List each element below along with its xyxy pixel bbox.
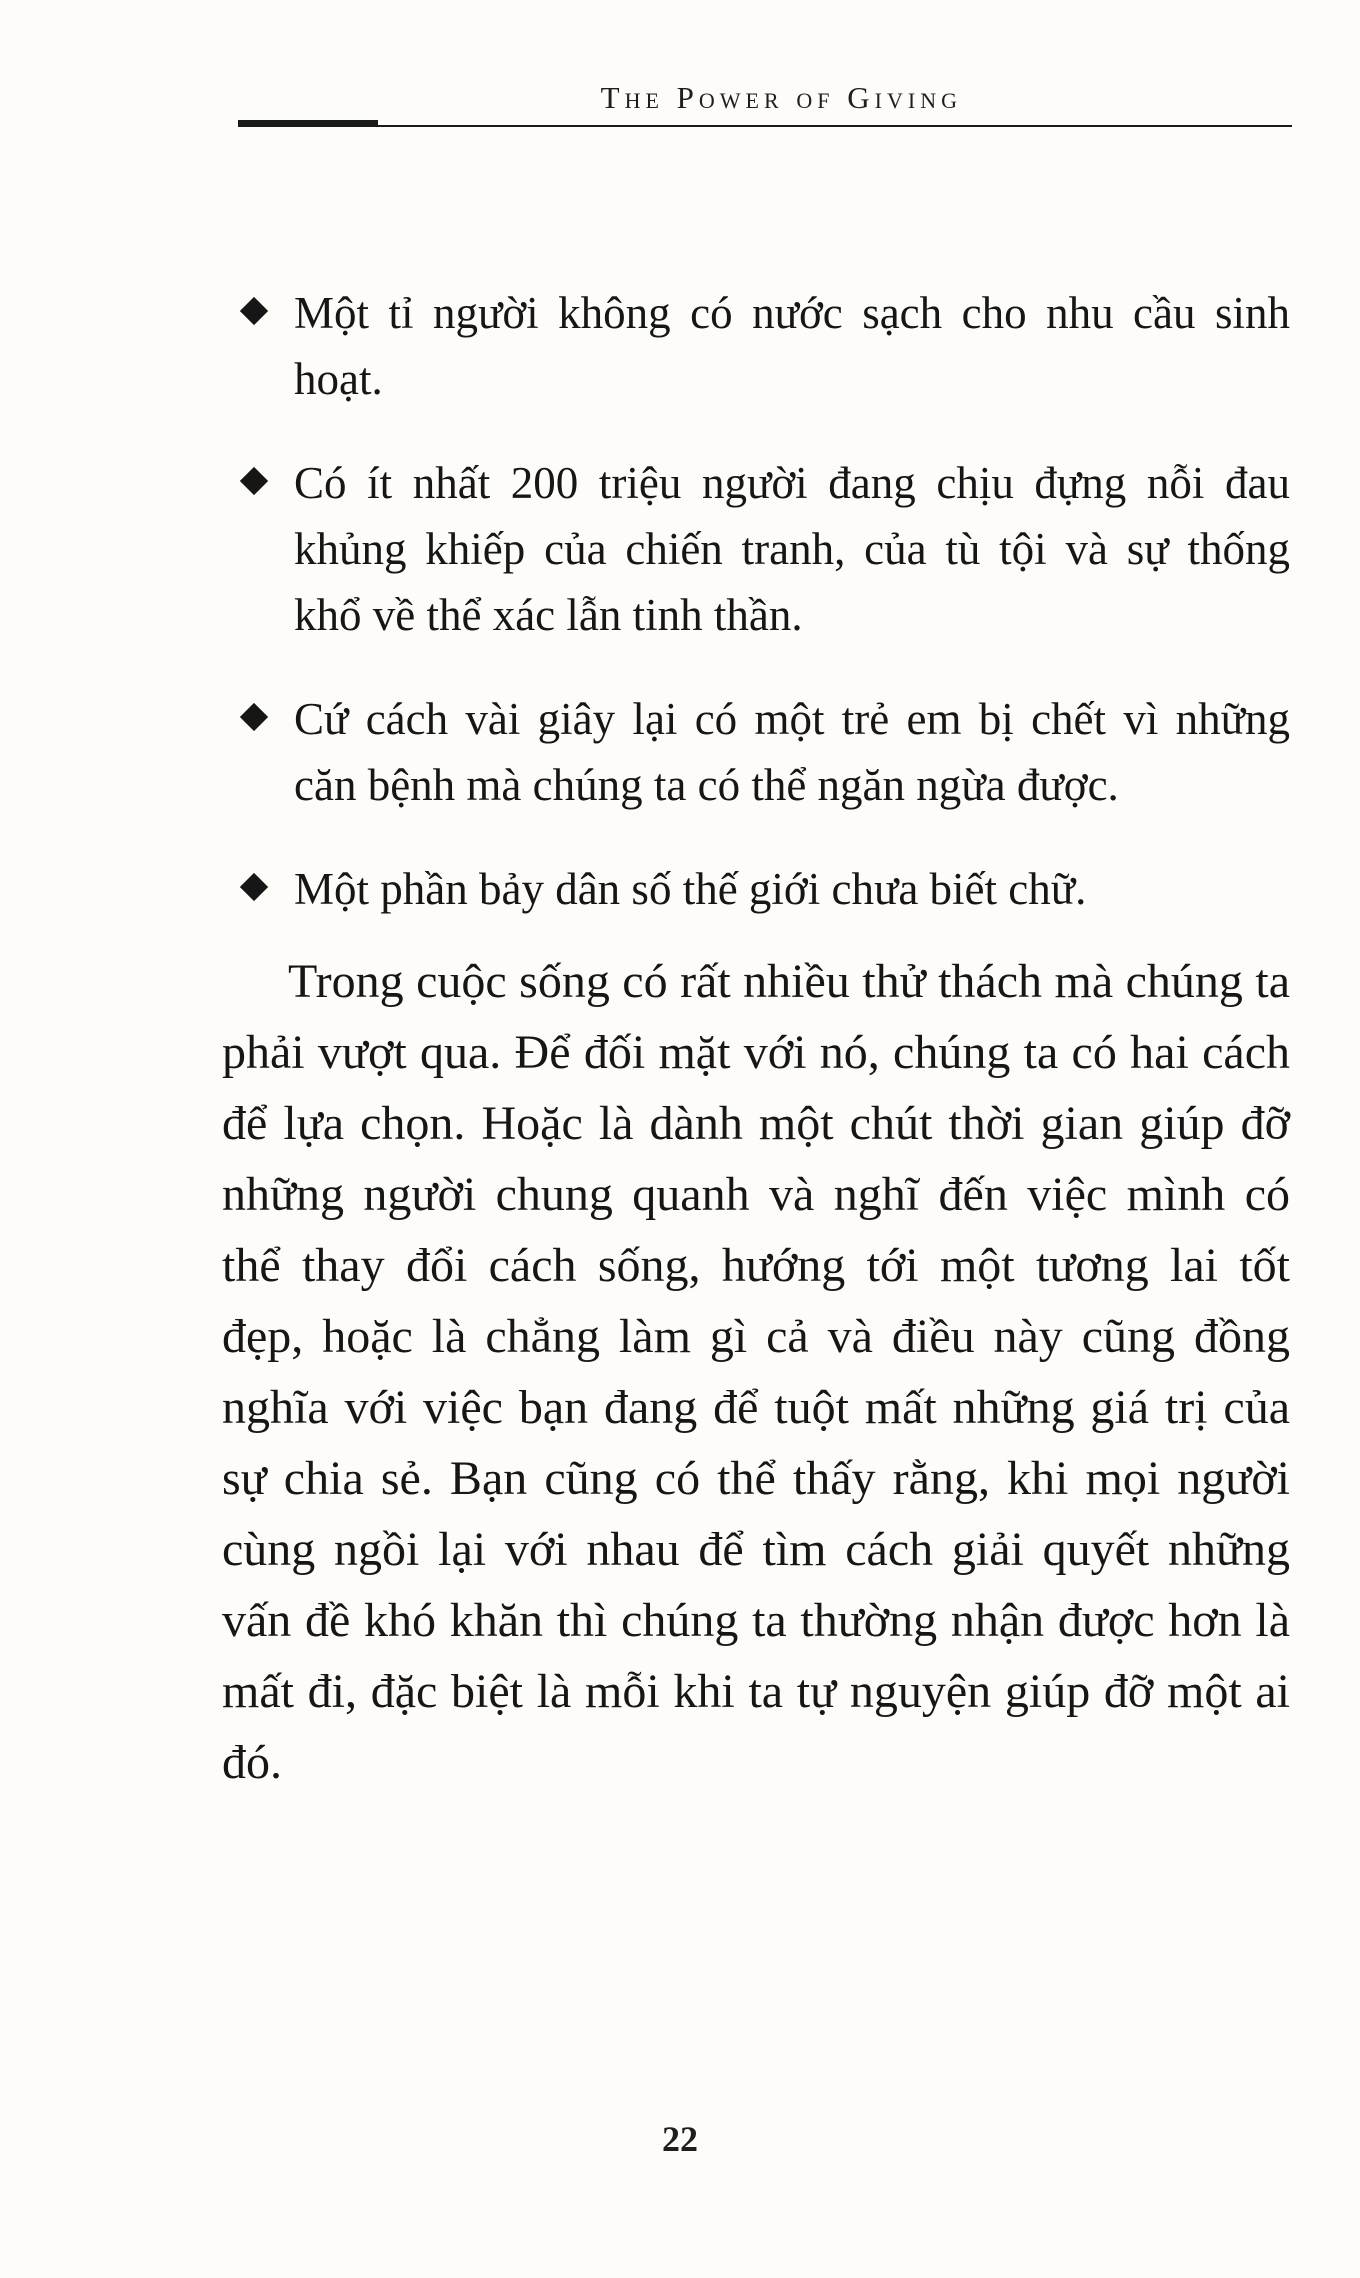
running-header — [238, 70, 1292, 130]
bullet-text: Có ít nhất 200 triệu người đang chịu đựng nỗi đau khủng khiếp của chiến tranh, của tù tội và sự thống khổ về thể xác lẫn tinh thần. — [294, 458, 1290, 640]
diamond-bullet-icon — [240, 467, 268, 495]
header-rule — [238, 125, 1292, 127]
bullet-item — [222, 450, 1290, 648]
bullet-list — [222, 280, 1290, 922]
diamond-bullet-icon — [240, 297, 268, 325]
running-title: The Power of Giving — [600, 80, 962, 115]
page-number: 22 — [662, 2119, 698, 2159]
diamond-bullet-icon — [240, 873, 268, 901]
bullet-item — [222, 856, 1290, 922]
bullet-text: Một tỉ người không có nước sạch cho nhu cầu sinh hoạt. — [294, 288, 1290, 404]
page-body — [222, 280, 1290, 1798]
diamond-bullet-icon — [240, 703, 268, 731]
bullet-text: Một phần bảy dân số thế giới chưa biết chữ. — [294, 864, 1087, 914]
body-paragraph: Trong cuộc sống có rất nhiều thử thách mà chúng ta phải vượt qua. Để đối mặt với nó, chúng ta có hai cách để lựa chọn. Hoặc là dành một chút thời gian giúp đỡ những người chung quanh và nghĩ đến việc mình có thể thay đổi cách sống, hướng tới một tương lai tốt đẹp, hoặc là chẳng làm gì cả và điều này cũng đồng nghĩa với việc bạn đang để tuột mất những giá trị của sự chia sẻ. Bạn cũng có thể thấy rằng, khi mọi người cùng ngồi lại với nhau để tìm cách giải quyết những vấn đề khó khăn thì chúng ta thường nhận được hơn là mất đi, đặc biệt là mỗi khi ta tự nguyện giúp đỡ một ai đó. — [222, 955, 1290, 1789]
bullet-item — [222, 280, 1290, 412]
bullet-text: Cứ cách vài giây lại có một trẻ em bị chết vì những căn bệnh mà chúng ta có thể ngăn ngừa được. — [294, 694, 1290, 810]
bullet-item — [222, 686, 1290, 818]
header-rule-accent — [238, 120, 378, 127]
